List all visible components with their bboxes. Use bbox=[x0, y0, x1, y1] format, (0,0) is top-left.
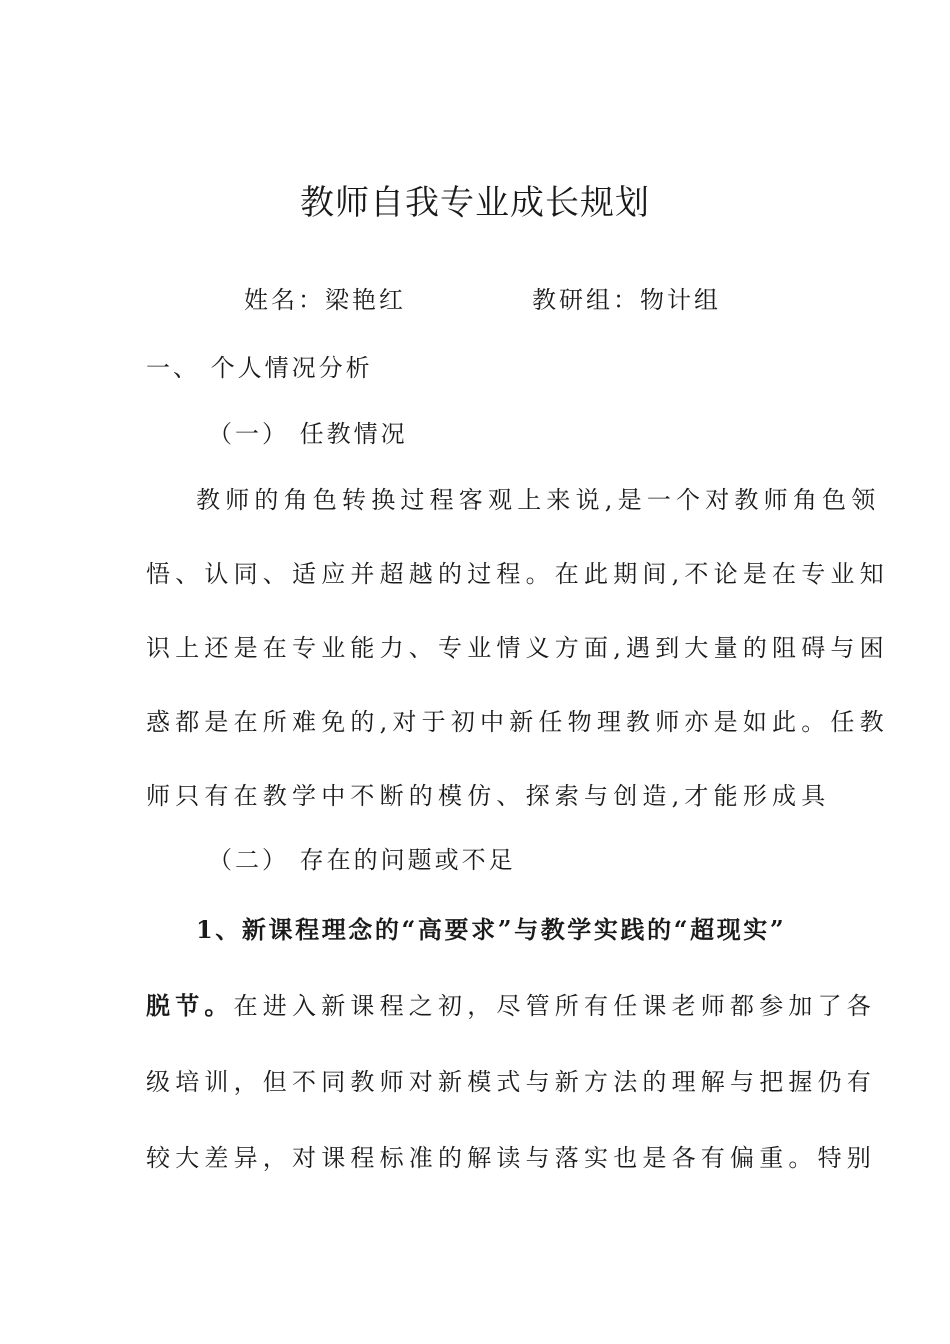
point-heading-bold-end: 脱节。 bbox=[146, 991, 234, 1020]
paragraph-line: 惑都是在所难免的,对于初中新任物理教师亦是如此。任教 bbox=[146, 708, 889, 736]
paragraph-line: 识上还是在专业能力、专业情义方面,遇到大量的阻碍与困 bbox=[146, 634, 889, 662]
document-title: 教师自我专业成长规划 bbox=[300, 183, 650, 223]
paragraph-line: 级培训，但不同教师对新模式与新方法的理解与把握仍有 bbox=[146, 1068, 876, 1096]
paragraph-text: 在进入新课程之初，尽管所有任课老师都参加了各 bbox=[233, 992, 877, 1020]
point-heading-bold: 1、新课程理念的“高要求”与教学实践的“超现实” bbox=[196, 915, 787, 944]
paragraph-line: 较大差异，对课程标准的解读与落实也是各有偏重。特别 bbox=[146, 1144, 876, 1172]
research-group: 教研组：物计组 bbox=[532, 286, 721, 314]
paragraph-line: 师只有在教学中不断的模仿、探索与创造,才能形成具 bbox=[146, 782, 831, 810]
paragraph-line: 教师的角色转换过程客观上来说,是一个对教师角色领 bbox=[196, 486, 881, 514]
subsection-heading-teaching: （一） 任教情况 bbox=[208, 420, 408, 448]
section-heading-personal-analysis: 一、 个人情况分析 bbox=[146, 354, 373, 382]
paragraph-line bbox=[146, 988, 877, 1024]
subsection-heading-problems: （二） 存在的问题或不足 bbox=[208, 846, 516, 874]
teacher-name: 姓名：梁艳红 bbox=[244, 286, 406, 314]
paragraph-line: 悟、认同、适应并超越的过程。在此期间,不论是在专业知 bbox=[146, 560, 889, 588]
